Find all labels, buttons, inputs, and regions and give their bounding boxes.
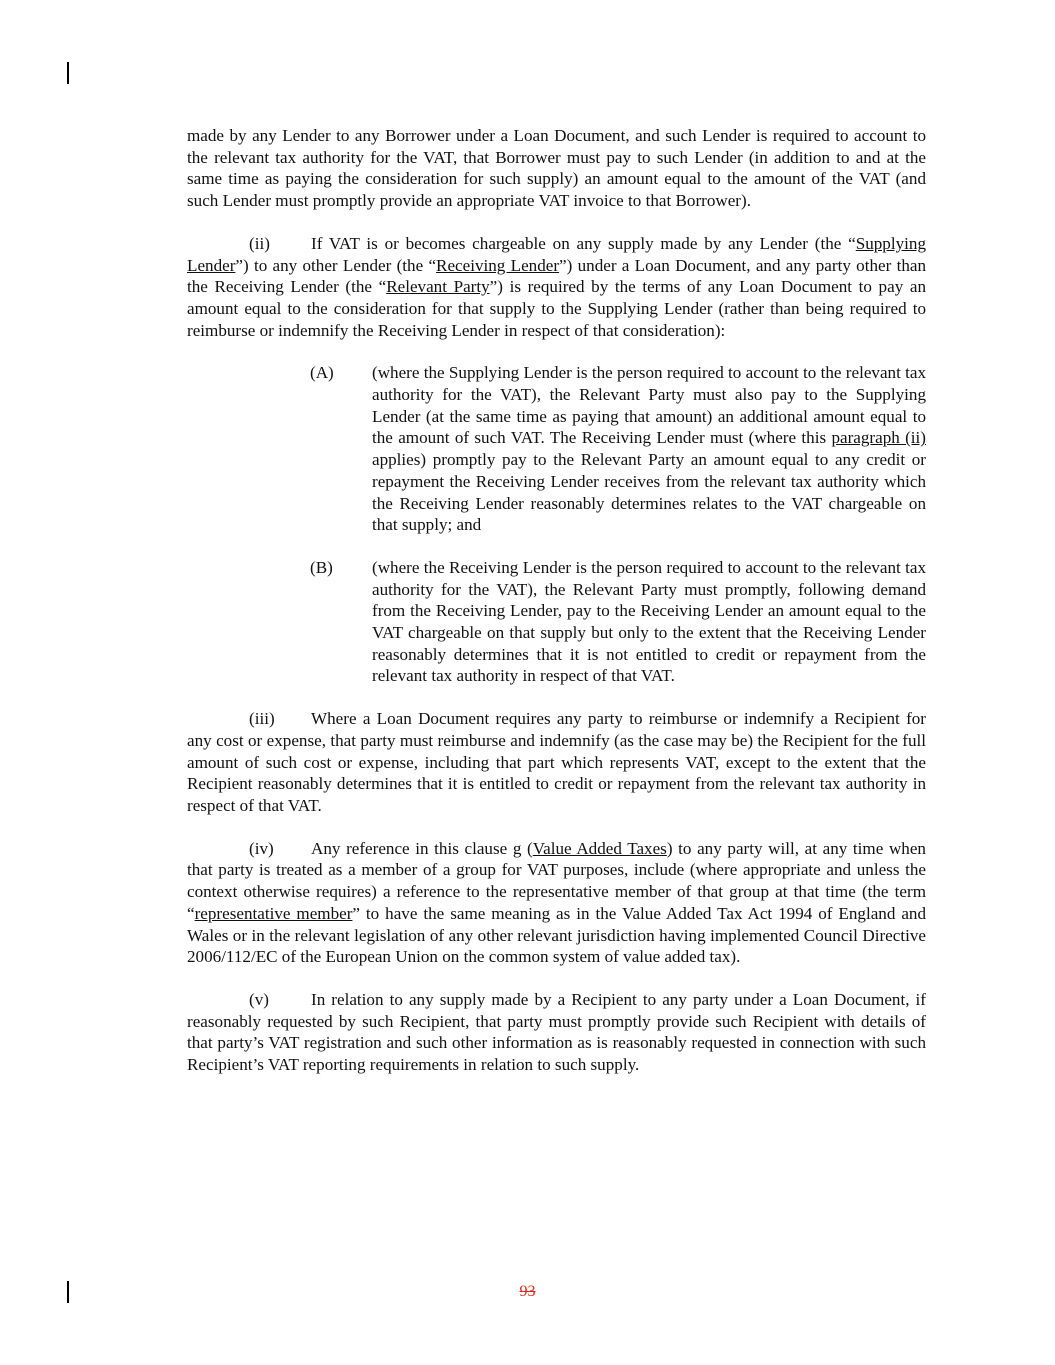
paragraph-ii: (ii) If VAT is or becomes chargeable on any supply made by any Lender (the “Supplying Lender”) to any other Lender (the “Receiving Lender”) under a Loan Document, and any party other than the Receiving Lender (the “Relevant Party”) is required by the terms of any Loan Document to pay an amount equal to the consideration for that supply to the Supplying Lender (rather than being required to reimburse or indemnify the Receiving Lender in respect of that consideration): — [187, 233, 927, 340]
paragraph-iii: (iii) Where a Loan Document requires any party to reimburse or indemnify a Recipient for any cost or expense, that party must reimburse and indemnify (as the case may be) the Recipient for the full amount of such cost or expense, including that part which represents VAT, except to the extent that the Recipient reasonably determines that it is entitled to credit or repayment from the relevant tax authority in respect of that VAT. — [187, 709, 926, 815]
paragraph-v: (v) In relation to any supply made by a Recipient to any party under a Loan Document, if reasonably requested by such Recipient, that party must promptly provide such Recipient with details of that party’s VAT registration and such other information as is reasonably requested in connection with such Recipient’s VAT reporting requirements in relation to such supply. — [187, 989, 926, 1075]
subparagraph-label: (B) — [310, 557, 333, 577]
defined-term-representative-member: representative member — [194, 903, 353, 923]
cross-reference-paragraph-ii: paragraph (ii) — [831, 428, 926, 448]
paragraph-continued: made by any Lender to any Borrower under a Loan Document, and such Lender is required to account to the relevant tax authority for the VAT, that Borrower must pay to such Lender (in addition to and at the same time as paying the consideration for such supply) an amount equal to the amount of the VAT (and such Lender must promptly provide an appropriate VAT invoice to that Borrower). — [187, 126, 926, 211]
subparagraph-label: (A) — [310, 363, 334, 383]
defined-term-receiving-lender: Receiving Lender — [436, 255, 560, 275]
defined-term-value-added-taxes: Value Added Taxes — [532, 838, 667, 858]
paragraph-iv: (iv) Any reference in this clause g (Value Added Taxes) to any party will, at any time when that party is treated as a member of a group for VAT purposes, include (where appropriate and unless the context otherwise requires) a reference to the representative member of that group at that time (the term “representative member” to have the same meaning as in the Value Added Tax Act 1994 of England and Wales or in the relevant legislation of any other relevant jurisdiction having implemented Council Directive 2006/112/EC of the European Union on the common system of value added tax). — [187, 838, 926, 967]
paragraph-number: (iii) — [249, 709, 275, 729]
paragraph-number: (iv) — [249, 838, 274, 858]
body-text — [187, 125, 926, 1097]
paragraph-number: (v) — [249, 989, 269, 1009]
page-number: 93 — [519, 1283, 536, 1300]
change-bar-top — [67, 62, 69, 84]
paragraph-number: (ii) — [249, 233, 270, 253]
subparagraph-b: (B) (where the Receiving Lender is the person required to account to the relevant tax authority for the VAT), the Relevant Party must promptly, following demand from the Receiving Lender, pay to the Receiving Lender an amount equal to the VAT chargeable on that supply but only to the extent that the Receiving Lender reasonably determines that it is not entitled to credit or repayment from the relevant tax authority in respect of that VAT. — [310, 557, 926, 686]
defined-term-relevant-party: Relevant Party — [386, 277, 490, 297]
subparagraph-a: (A) (where the Supplying Lender is the person required to account to the relevant tax authority for the VAT), the Relevant Party must also pay to the Supplying Lender (at the same time as paying that amount) an additional amount equal to the amount of such VAT. The Receiving Lender must (where this paragraph (ii) applies) promptly pay to the Relevant Party an amount equal to any credit or repayment the Receiving Lender receives from the relevant tax authority which the Receiving Lender reasonably determines relates to the VAT chargeable on that supply; and — [310, 363, 926, 535]
defined-term-supplying-lender: Supplying Lender — [187, 233, 926, 275]
